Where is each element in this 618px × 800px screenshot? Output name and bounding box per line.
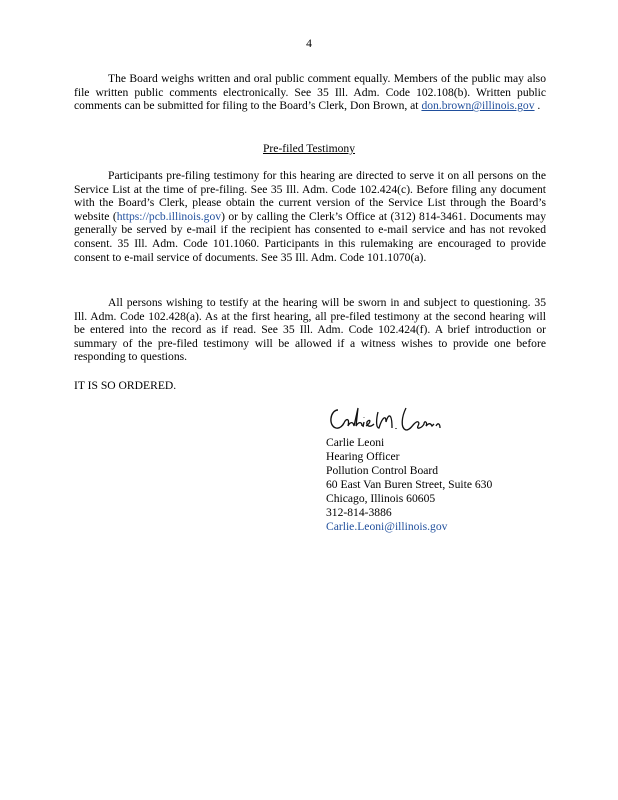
board-website-link[interactable]: https://pcb.illinois.gov bbox=[116, 209, 222, 223]
paragraph-text: . bbox=[534, 99, 541, 113]
page-number: 4 bbox=[306, 37, 312, 50]
signer-email-link[interactable]: Carlie.Leoni@illinois.gov bbox=[326, 520, 448, 533]
signature-block bbox=[326, 436, 566, 534]
signer-address-line1: 60 East Van Buren Street, Suite 630 bbox=[326, 478, 493, 491]
signer-address-line2: Chicago, Illinois 60605 bbox=[326, 492, 436, 505]
paragraph-text: Participants pre-filing testimony for this hearing are directed to serve it on all persons on the Service List at the time of pre-filing. See 35 Ill. Adm. Code 102.424(c). Before filing any document with the Board’s Clerk, please obtain the current version of the Service List through the Board’s website ( bbox=[74, 169, 546, 223]
section-heading-text: Pre-filed Testimony bbox=[262, 142, 356, 155]
testimony-paragraph bbox=[74, 296, 546, 364]
paragraph-text: ) or by calling the Clerk’s Office at (312) 814-3461. Documents may generally be served by e-mail if the recipient has consented to e-mail service and has not revoked consent. 35 Ill. Adm. Code 101.1060. Participants in this rulemaking are encouraged to provide consent to e-mail service of documents. See 35 Ill. Adm. Code 101.1070(a). bbox=[74, 209, 546, 264]
order-statement: IT IS SO ORDERED. bbox=[74, 379, 177, 392]
signer-name: Carlie Leoni bbox=[326, 436, 385, 449]
paragraph-text: All persons wishing to testify at the hearing will be sworn in and subject to questioning. 35 Ill. Adm. Code 102.428(a). As at the first hearing, all pre-filed testimony at the second hearing will be entered into the record as if read. See 35 Ill. Adm. Code 102.424(f). A brief introduction or summary of the pre-filed testimony will be allowed if a witness wishes to provide one before responding to questions. bbox=[74, 296, 546, 364]
public-comment-paragraph bbox=[74, 72, 546, 113]
signer-title: Hearing Officer bbox=[326, 450, 400, 463]
section-heading bbox=[0, 142, 618, 156]
handwritten-signature bbox=[326, 404, 446, 436]
prefiling-paragraph bbox=[74, 169, 546, 264]
paragraph-text: The Board weighs written and oral public comment equally. Members of the public may also file written public comments electronically. See 35 Ill. Adm. Code 102.108(b). Written public comments can be submitted for filing to the Board’s Clerk, Don Brown, at bbox=[74, 72, 546, 113]
clerk-email-link[interactable]: don.brown@illinois.gov bbox=[421, 99, 535, 113]
signer-phone: 312-814-3886 bbox=[326, 506, 392, 519]
signer-organization: Pollution Control Board bbox=[326, 464, 439, 477]
